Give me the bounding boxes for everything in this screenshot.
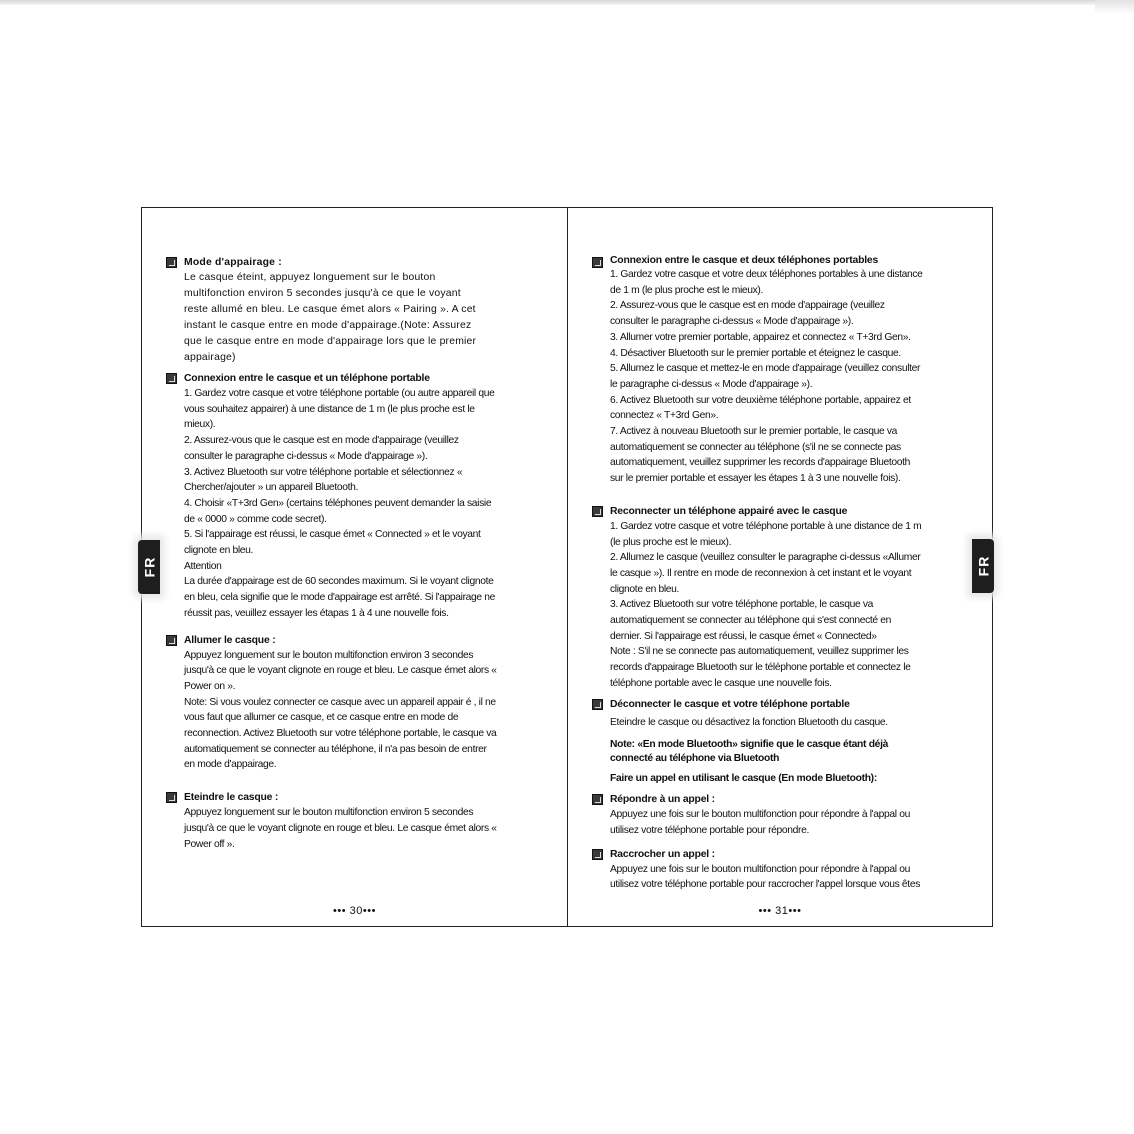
section-title: Raccrocher un appel : — [610, 848, 715, 860]
section-body: 1. Gardez votre casque et votre deux téléphones portables à une distance de 1 m (le plus proche est le mieux). 2. Assurez-vous que le casque est en mode d'appairage (veuillez consulter le paragraphe ci-dessus « Mode d'appairage »). 3. Allumer votre premier portable, appairez et connectez « T+3rd Gen». 4. Désactiver Bluetooth sur le premier portable et éteignez le casque. 5. Allumez le casque et mettez-le en mode d'appairage (veuillez consulter le paragraphe ci-dessus « Mode d'appairage »). 6. Activez Bluetooth sur votre deuxième téléphone portable, appairez et connectez « T+3rd Gen». 7. Activez à nouveau Bluetooth sur le premier portable, le casque va automatiquement se connecter au téléphone (s'il ne se connecte pas automatiquement, veuillez supprimer les records d'appairage Bluetooth sur le premier portable et essayer les étapes 1 à 3 une nouvelle fois). — [610, 269, 923, 485]
section-body: Appuyez une fois sur le bouton multifonction pour répondre à l'appal ou utilisez votre téléphone portable pour raccrocher l'appel lorsque vous êtes — [610, 863, 920, 891]
section-hang-up — [592, 847, 968, 893]
left-page — [141, 207, 568, 927]
bullet-square-icon — [592, 506, 603, 517]
section-body: Appuyez longuement sur le bouton multifonction environ 3 secondes jusqu'à ce que le voyant clignote en rouge et bleu. Le casque émet alors « Power on ». Note: Si vous voulez connecter ce casque avec un appareil appair é , il ne vous faut que allumer ce casque, et ce casque entre en mode de reconnection. Activez Bluetooth sur votre téléphone portable, le casque va automatiquement se connecter au téléphone, il n'a pas besoin de entrer en mode d'appairage. — [184, 649, 497, 771]
section-pairing-mode — [166, 255, 543, 366]
section-title: Déconnecter le casque et votre téléphone portable — [610, 698, 850, 710]
section-title: Allumer le casque : — [184, 634, 276, 646]
bullet-square-icon — [592, 849, 603, 860]
bullet-square-icon — [166, 373, 177, 384]
section-body: Le casque éteint, appuyez longuement sur le bouton multifonction environ 5 secondes jusqu'à ce que le voyant reste allumé en bleu. Le casque émet alors « Pairing ». A cet instant le casque entre en mode d'appairage.(Note: Assurez que le casque entre en mode d'appairage lors que le premier appairage) — [184, 272, 477, 363]
section-title: Connexion entre le casque et un téléphone portable — [184, 373, 430, 384]
section-title: Répondre à un appel : — [610, 794, 715, 806]
section-reconnect — [592, 504, 968, 692]
bluetooth-note — [592, 738, 968, 766]
section-power-off — [166, 790, 543, 852]
section-title: Reconnecter un téléphone appairé avec le casque — [610, 505, 848, 517]
section-power-on — [166, 633, 543, 774]
section-answer-call — [592, 792, 968, 838]
page-number: ••• 30••• — [333, 905, 376, 917]
language-tab-left — [138, 540, 160, 594]
section-title: Mode d'appairage : — [184, 257, 282, 268]
page-number: ••• 31••• — [758, 905, 802, 917]
section-body: Appuyez une fois sur le bouton multifonction pour répondre à l'appal ou utilisez votre téléphone portable pour répondre. — [610, 809, 910, 836]
bullet-square-icon — [166, 257, 177, 268]
bullet-square-icon — [166, 792, 177, 803]
bluetooth-mode-note: Note: «En mode Bluetooth» signifie que le casque étant déjà connecté au téléphone via Bluetooth — [610, 739, 889, 765]
section-title: Connexion entre le casque et deux téléphones portables — [610, 255, 879, 266]
call-heading: Faire un appel en utilisant le casque (En mode Bluetooth): — [610, 773, 877, 785]
bullet-square-icon — [592, 257, 603, 268]
section-body: 1. Gardez votre casque et votre téléphone portable à une distance de 1 m (le plus proche est le mieux). 2. Allumez le casque (veuillez consulter le paragraphe ci-dessus «Allumer le casque »). Il rentre en mode de reconnexion à cet instant et le voyant clignote en bleu. 3. Activez Bluetooth sur votre téléphone portable, le casque va automatiquement se connecter au téléphone qui s'est connecté en dernier. Si l'appairage est réussi, le casque émet « Connected» Note : S'il ne se connecte pas automatiquement, veuillez supprimer les records d'appairage Bluetooth sur le téléphone portable et connectez le téléphone portable avec le casque une nouvelle fois. — [610, 520, 922, 689]
bullet-square-icon — [592, 699, 603, 710]
section-body: Appuyez longuement sur le bouton multifonction environ 5 secondes jusqu'à ce que le voyant clignote en rouge et bleu. Le casque émet alors « Power off ». — [184, 807, 497, 850]
section-connect-two-phones — [592, 255, 968, 487]
language-tab-label: FR — [140, 556, 157, 578]
bullet-square-icon — [592, 794, 603, 805]
scan-smudge — [1095, 0, 1134, 14]
call-heading-block — [592, 772, 968, 786]
section-connect-one-phone — [166, 371, 543, 622]
language-tab-right — [972, 539, 994, 593]
scan-top-edge — [0, 0, 1134, 5]
section-body: 1. Gardez votre casque et votre téléphone portable (ou autre appareil que vous souhaitez appairer) à une distance de 1 m (le plus proche est le mieux). 2. Assurez-vous que le casque est en mode d'appairage (veuillez consulter le paragraphe ci-dessus « Mode d'appairage »). 3. Activez Bluetooth sur votre téléphone portable et sélectionnez « Chercher/ajouter » un appareil Bluetooth. 4. Choisir «T+3rd Gen» (certains téléphones peuvent demander la saisie de « 0000 » comme code secret). 5. Si l'appairage est réussi, le casque émet « Connected » et le voyant clignote en bleu. Attention La durée d'appairage est de 60 secondes maximum. Si le voyant clignote en bleu, cela signifie que le mode d'appairage est arrêté. Si l'appairage ne réussit pas, veuillez essayer les étapas 1 à 4 une nouvelle fois. — [184, 388, 496, 619]
language-tab-label: FR — [974, 555, 991, 577]
section-title: Eteindre le casque : — [184, 792, 279, 804]
section-body: Eteindre le casque ou désactivez la fonction Bluetooth du casque. — [610, 716, 888, 728]
section-disconnect — [592, 697, 968, 731]
bullet-square-icon — [166, 635, 177, 646]
right-page — [567, 207, 993, 927]
